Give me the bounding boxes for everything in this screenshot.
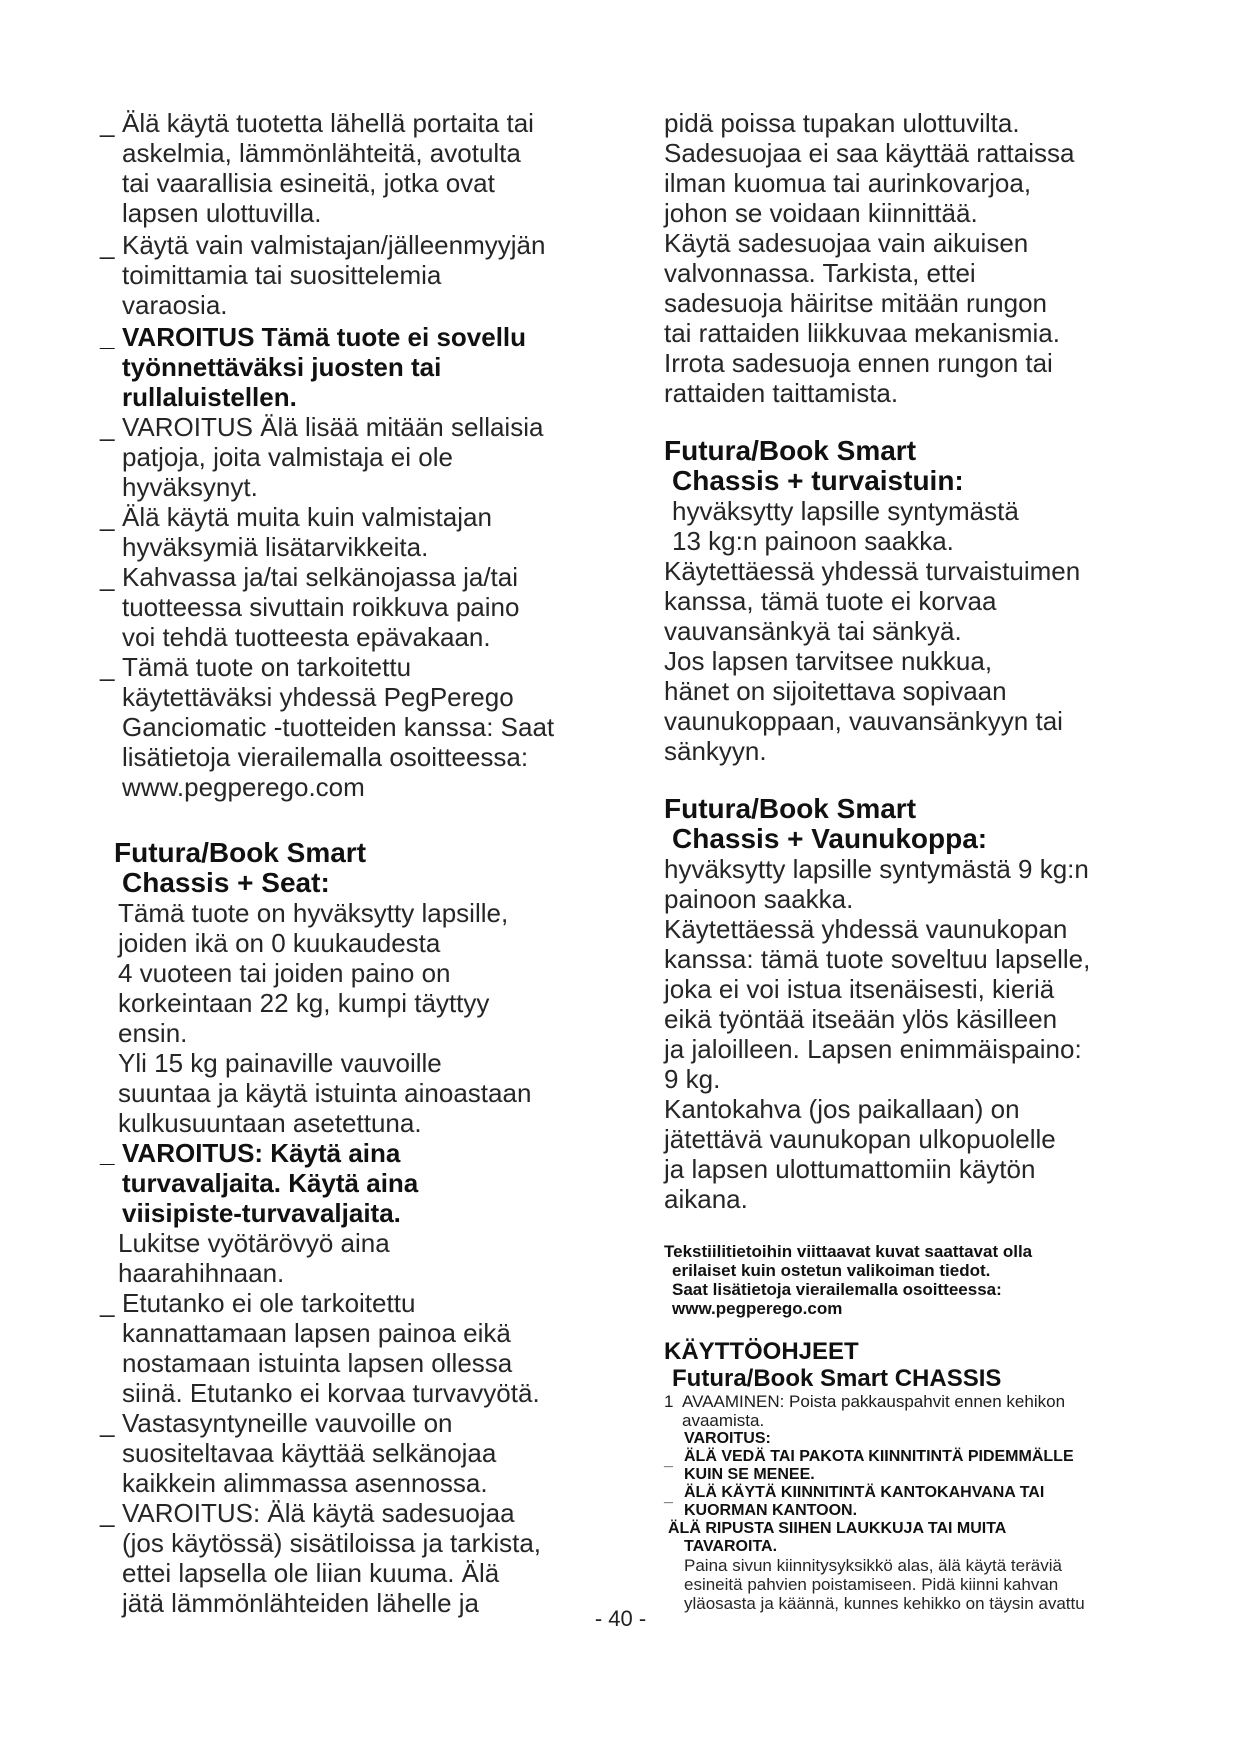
text-line: haarahihnaan.	[118, 1258, 285, 1288]
carrycot-paragraph-3	[664, 1094, 1134, 1214]
text-line: sänkyyn.	[664, 736, 767, 766]
bullet-item	[100, 230, 610, 320]
text-line: tuotteessa sivuttain roikkuva paino	[122, 592, 520, 622]
text-line: ensin.	[118, 1018, 188, 1048]
seat-heading-line2: Chassis + Seat:	[122, 867, 330, 898]
text-line: käytettäväksi yhdessä PegPerego	[122, 682, 514, 712]
carseat-paragraph-3	[664, 646, 1134, 766]
warning-extra-line: TAVAROITA.	[684, 1538, 778, 1555]
text-line: Ganciomatic -tuotteiden kanssa: Saat	[122, 712, 555, 742]
bullet-dash: _	[100, 652, 115, 682]
text-line: hyväksytty lapsille syntymästä	[672, 496, 1019, 526]
bullet-text	[122, 652, 610, 802]
text-line: askelmia, lämmönlähteitä, avotulta	[122, 138, 521, 168]
text-line: korkeintaan 22 kg, kumpi täyttyy	[118, 988, 490, 1018]
text-line: Kahvassa ja/tai selkänojassa ja/tai	[122, 562, 519, 592]
text-line: työnnettäväksi juosten tai	[122, 352, 442, 382]
rain-cover-paragraph	[664, 108, 1134, 408]
text-line: VAROITUS: Älä käytä sadesuojaa	[122, 1498, 515, 1528]
text-line: joka ei voi istua itsenäisesti, kieriä	[664, 974, 1055, 1004]
carseat-heading	[664, 436, 1134, 496]
text-line: kanssa, tämä tuote ei korvaa	[664, 586, 997, 616]
bullet-item	[100, 652, 610, 802]
bullet-item	[100, 502, 610, 562]
text-line: Jos lapsen tarvitsee nukkua,	[664, 646, 993, 676]
text-line: VAROITUS Älä lisää mitään sellaisia	[122, 412, 544, 442]
right-column	[664, 108, 1134, 1613]
carseat-paragraph-2	[664, 556, 1134, 646]
warning-label: VAROITUS:	[684, 1430, 771, 1447]
bullet-dash: _	[100, 322, 115, 352]
text-line: kanssa: tämä tuote soveltuu lapselle,	[664, 944, 1091, 974]
warning-item	[664, 1484, 1134, 1520]
text-line: tai vaarallisia esineitä, jotka ovat	[122, 168, 495, 198]
text-line: Tämä tuote on hyväksytty lapsille,	[118, 898, 509, 928]
text-line: KUORMAN KANTOON.	[684, 1502, 858, 1519]
text-line: Käytä sadesuojaa vain aikuisen	[664, 228, 1029, 258]
text-line: hyväksynyt.	[122, 472, 258, 502]
text-line: rullaluistellen.	[122, 382, 297, 412]
text-line: viisipiste-turvavaljaita.	[122, 1198, 401, 1228]
bullet-text	[122, 412, 610, 502]
text-line: painoon saakka.	[664, 884, 854, 914]
text-line: lisätietoja vierailemalla osoitteessa:	[122, 742, 529, 772]
text-line: Älä käytä muita kuin valmistajan	[122, 502, 492, 532]
text-line: yläosasta ja käännä, kunnes kehikko on täysin avattu	[684, 1594, 1085, 1613]
text-line: patjoja, joita valmistaja ei ole	[122, 442, 453, 472]
seat-heading-line1: Futura/Book Smart	[114, 837, 367, 868]
text-line: Lukitse vyötärövyö aina	[118, 1228, 390, 1258]
text-line: hyväksytty lapsille syntymästä 9 kg:n	[664, 854, 1089, 884]
text-line: Vastasyntyneille vauvoille on	[122, 1408, 453, 1438]
text-line: Älä käytä tuotetta lähellä portaita tai	[122, 108, 534, 138]
warning-extra	[664, 1520, 1134, 1556]
bullet-dash: _	[100, 502, 115, 532]
text-line: suuntaa ja käytä istuinta ainoastaan	[118, 1078, 532, 1108]
text-line: kaikkein alimmassa asennossa.	[122, 1468, 488, 1498]
text-line: valvonnassa. Tarkista, ettei	[664, 258, 976, 288]
warning-extra-line: ÄLÄ RIPUSTA SIIHEN LAUKKUJA TAI MUITA	[668, 1520, 1007, 1537]
text-line: Irrota sadesuoja ennen rungon tai	[664, 348, 1053, 378]
text-line: sadesuoja häiritse mitään rungon	[664, 288, 1048, 318]
carrycot-heading	[664, 794, 1134, 854]
step-1	[664, 1392, 1134, 1430]
text-line: Paina sivun kiinnitysyksikkö alas, älä käytä teräviä	[684, 1556, 1062, 1575]
text-line: rattaiden taittamista.	[664, 378, 899, 408]
text-line: pidä poissa tupakan ulottuvilta.	[664, 108, 1020, 138]
text-line: Käytettäessä yhdessä turvaistuimen	[664, 556, 1081, 586]
text-line: avaamista.	[682, 1411, 765, 1430]
text-line: Yli 15 kg painaville vauvoille	[118, 1048, 442, 1078]
text-line: vaunukoppaan, vauvansänkyyn tai	[664, 706, 1063, 736]
text-line: Käytettäessä yhdessä vaunukopan	[664, 914, 1068, 944]
bullet-dash: _	[100, 1288, 115, 1318]
warning-text	[684, 1484, 1134, 1520]
bullet-dash: _	[100, 412, 115, 442]
text-line: nostamaan istuinta lapsen ollessa	[122, 1348, 513, 1378]
text-line: ÄLÄ VEDÄ TAI PAKOTA KIINNITINTÄ PIDEMMÄLLE	[684, 1448, 1074, 1465]
text-line: hyväksymiä lisätarvikkeita.	[122, 532, 429, 562]
bullet-item	[100, 108, 610, 228]
text-line: tai rattaiden liikkuvaa mekanismia.	[664, 318, 1060, 348]
bullet-item-warning	[100, 1138, 610, 1228]
text-line: ja jaloilleen. Lapsen enimmäispaino:	[664, 1034, 1082, 1064]
text-line: aikana.	[664, 1184, 748, 1214]
warning-dash: _	[664, 1488, 673, 1505]
bullet-text	[122, 1138, 610, 1228]
textile-note	[664, 1242, 1134, 1318]
text-line: ilman kuomua tai aurinkovarjoa,	[664, 168, 1032, 198]
bullet-text	[122, 1288, 610, 1408]
text-line: turvavaljaita. Käytä aina	[122, 1168, 419, 1198]
text-line: ja lapsen ulottumattomiin käytön	[664, 1154, 1036, 1184]
text-line: (jos käytössä) sisätiloissa ja tarkista,	[122, 1528, 542, 1558]
belt-paragraph	[100, 1228, 610, 1288]
bullet-dash: _	[100, 562, 115, 592]
bullet-item	[100, 1498, 610, 1618]
text-line: VAROITUS: Käytä aina	[122, 1138, 401, 1168]
bullet-text	[122, 322, 610, 412]
bullet-item	[100, 562, 610, 652]
safety-bullets-top	[100, 108, 610, 802]
text-line: Tämä tuote on tarkoitettu	[122, 652, 412, 682]
text-line: kulkusuuntaan asetettuna.	[118, 1108, 422, 1138]
bullet-dash: _	[100, 230, 115, 260]
text-line: 9 kg.	[664, 1064, 721, 1094]
bullet-item	[100, 412, 610, 502]
step-text	[682, 1392, 1134, 1430]
text-line: siinä. Etutanko ei korvaa turvavyötä.	[122, 1378, 540, 1408]
step-1-tail	[664, 1556, 1134, 1613]
text-line: eikä työntää itseään ylös käsilleen	[664, 1004, 1058, 1034]
step-number: 1	[664, 1392, 674, 1411]
text-line: 13 kg:n painoon saakka.	[672, 526, 954, 556]
bullet-dash: _	[100, 1498, 115, 1528]
text-line: ettei lapsella ole liian kuuma. Älä	[122, 1558, 500, 1588]
page-number: - 40 -	[594, 1606, 647, 1631]
text-line: kannattamaan lapsen painoa eikä	[122, 1318, 511, 1348]
text-line: esineitä pahvien poistamiseen. Pidä kiinni kahvan	[684, 1575, 1059, 1594]
text-line: joiden ikä on 0 kuukaudesta	[118, 928, 441, 958]
carseat-paragraph-1	[664, 496, 1134, 556]
note-line: Saat lisätietoja vierailemalla osoitteessa:	[672, 1280, 1002, 1299]
bullet-dash: _	[100, 1408, 115, 1438]
text-line: jätä lämmönlähteiden lähelle ja	[122, 1588, 480, 1618]
text-line: lapsen ulottuvilla.	[122, 198, 322, 228]
bullet-text	[122, 562, 610, 652]
text-line: voi tehdä tuotteesta epävakaan.	[122, 622, 491, 652]
carrycot-heading-line1: Futura/Book Smart	[664, 793, 917, 824]
note-line: www.pegperego.com	[672, 1299, 843, 1318]
warning-dash: _	[664, 1452, 673, 1469]
text-line: hänet on sijoitettava sopivaan	[664, 676, 1007, 706]
text-line: ÄLÄ KÄYTÄ KIINNITINTÄ KANTOKAHVANA TAI	[684, 1484, 1045, 1501]
bullet-text	[122, 230, 610, 320]
seat-heading	[100, 838, 610, 898]
warning-text	[684, 1448, 1134, 1484]
bullet-dash: _	[100, 1138, 115, 1168]
bullet-text	[122, 108, 610, 228]
bullet-dash: _	[100, 108, 115, 138]
seat-paragraph-1	[100, 898, 610, 1048]
bullet-item-warning	[100, 322, 610, 412]
carseat-heading-line1: Futura/Book Smart	[664, 435, 917, 466]
carrycot-heading-line2: Chassis + Vaunukoppa:	[672, 823, 988, 854]
bullet-text	[122, 1498, 610, 1618]
text-line: Sadesuojaa ei saa käyttää rattaissa	[664, 138, 1075, 168]
bullet-item	[100, 1408, 610, 1498]
text-line: toimittamia tai suosittelemia	[122, 260, 442, 290]
left-column	[100, 108, 610, 1618]
text-line: KUIN SE MENEE.	[684, 1466, 815, 1483]
warning-item	[664, 1448, 1134, 1484]
text-line: Käytä vain valmistajan/jälleenmyyjän	[122, 230, 546, 260]
note-line: erilaiset kuin ostetun valikoiman tiedot.	[672, 1261, 991, 1280]
text-line: 4 vuoteen tai joiden paino on	[118, 958, 451, 988]
manual-subtitle: Futura/Book Smart CHASSIS	[672, 1365, 1002, 1392]
carrycot-paragraph-2	[664, 914, 1134, 1094]
text-line: Etutanko ei ole tarkoitettu	[122, 1288, 416, 1318]
carseat-heading-line2: Chassis + turvaistuin:	[672, 465, 964, 496]
text-line: AVAAMINEN: Poista pakkauspahvit ennen kehikon	[682, 1392, 1066, 1411]
text-line: Kantokahva (jos paikallaan) on	[664, 1094, 1020, 1124]
text-line: www.pegperego.com	[122, 772, 365, 802]
text-line: VAROITUS Tämä tuote ei sovellu	[122, 322, 527, 352]
manual-title: KÄYTTÖOHJEET	[664, 1338, 859, 1365]
text-line: varaosia.	[122, 290, 228, 320]
seat-paragraph-2	[100, 1048, 610, 1138]
text-line: jätettävä vaunukopan ulkopuolelle	[664, 1124, 1056, 1154]
bullet-text	[122, 1408, 610, 1498]
text-line: suositeltavaa käyttää selkänojaa	[122, 1438, 497, 1468]
carrycot-paragraph-1	[664, 854, 1134, 914]
bullet-item	[100, 1288, 610, 1408]
text-line: vauvansänkyä tai sänkyä.	[664, 616, 962, 646]
bullet-text	[122, 502, 610, 562]
text-line: johon se voidaan kiinnittää.	[664, 198, 978, 228]
note-line: Tekstiilitietoihin viittaavat kuvat saattavat olla	[664, 1242, 1033, 1261]
